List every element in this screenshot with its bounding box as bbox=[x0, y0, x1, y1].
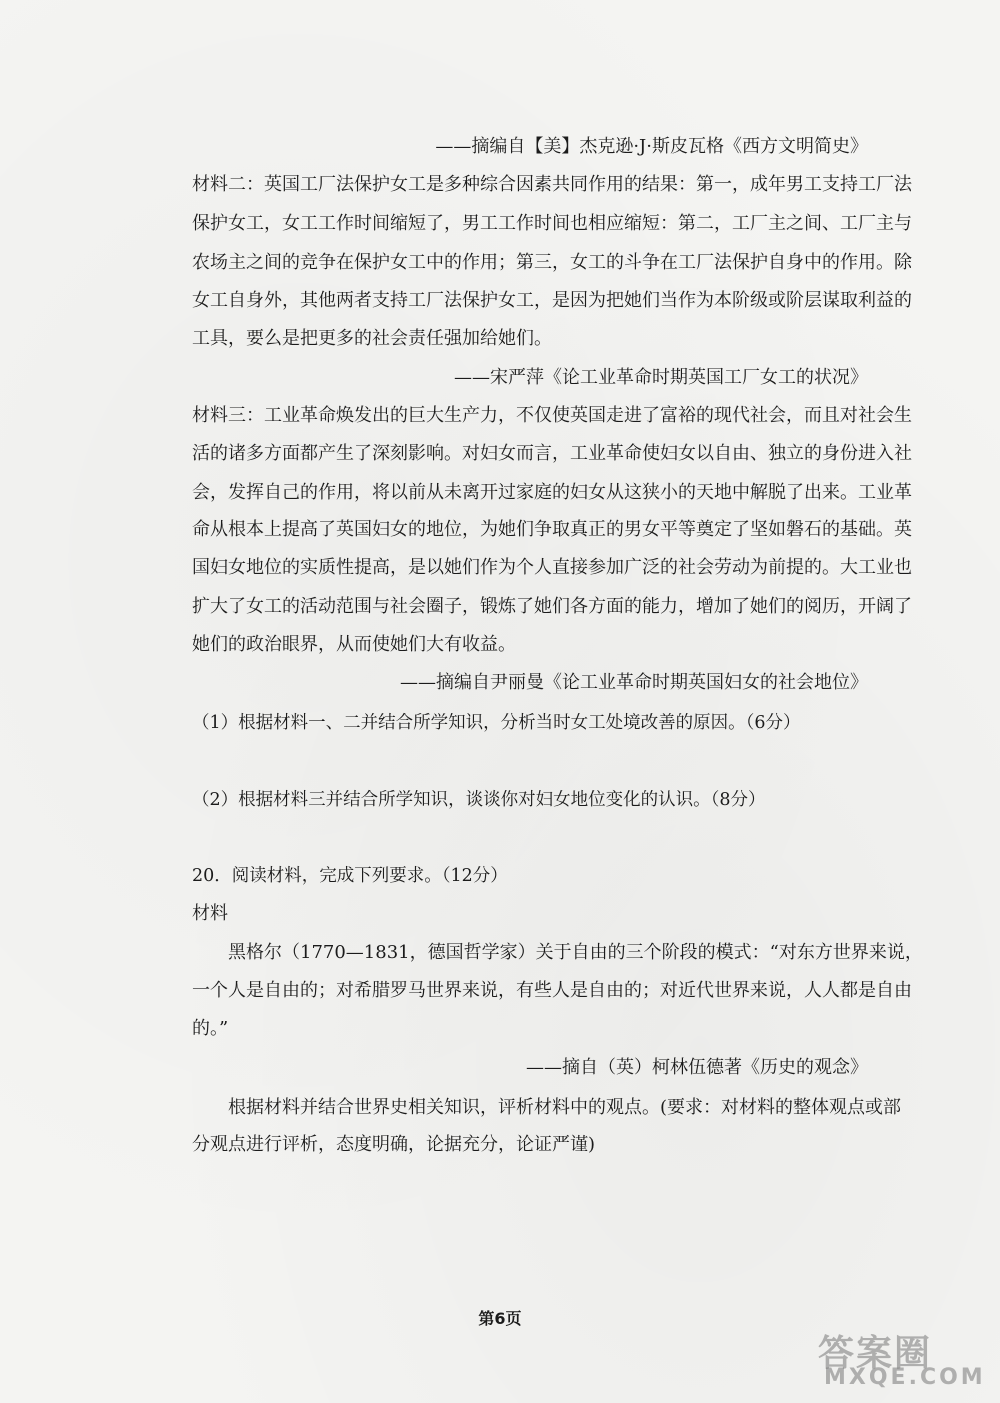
question-1: （1）根据材料一、二并结合所学知识，分析当时女工处境改善的原因。（6分） bbox=[192, 713, 801, 733]
question-20-title: 20．阅读材料，完成下列要求。（12分） bbox=[192, 866, 508, 886]
material3-line-7: 她们的政治眼界，从而使她们大有收益。 bbox=[192, 634, 516, 655]
source-citation-material3: ——摘编自尹丽曼《论工业革命时期英国妇女的社会地位》 bbox=[400, 672, 868, 693]
material2-line-1: 材料二：英国工厂法保护女工是多种综合因素共同作用的结果：第一，成年男工支持工厂法 bbox=[192, 174, 912, 195]
hegel-quote-line-1: 黑格尔（1770—1831，德国哲学家）关于自由的三个阶段的模式：“对东方世界来说， bbox=[228, 942, 923, 963]
hegel-quote-line-2: 一个人是自由的；对希腊罗马世界来说，有些人是自由的；对近代世界来说，人人都是自由 bbox=[192, 980, 912, 1001]
material3-line-4: 命从根本上提高了英国妇女的地位，为她们争取真正的男女平等奠定了坚如磐石的基础。英 bbox=[192, 519, 912, 540]
material3-line-5: 国妇女地位的实质性提高，是以她们作为个人直接参加广泛的社会劳动为前提的。大工业也 bbox=[192, 557, 912, 578]
material-label: 材料 bbox=[192, 903, 228, 924]
watermark-text: 答案圈 bbox=[818, 1333, 933, 1374]
material3-line-2: 活的诸多方面都产生了深刻影响。对妇女而言，工业革命使妇女以自由、独立的身份进入社 bbox=[192, 443, 912, 464]
watermark-logo bbox=[810, 1325, 990, 1395]
question-2: （2）根据材料三并结合所学知识，谈谈你对妇女地位变化的认识。（8分） bbox=[192, 790, 766, 810]
material2-line-4: 女工自身外，其他两者支持工厂法保护女工，是因为把她们当作为本阶级或阶层谋取利益的 bbox=[192, 290, 912, 311]
page-number: 第6页 bbox=[478, 1309, 522, 1328]
material2-line-5: 工具，要么是把更多的社会责任强加给她们。 bbox=[192, 328, 552, 349]
material3-line-1: 材料三：工业革命焕发出的巨大生产力，不仅使英国走进了富裕的现代社会，而且对社会生 bbox=[192, 405, 912, 426]
task-line-2: 分观点进行评析，态度明确，论据充分，论证严谨) bbox=[192, 1134, 596, 1155]
hegel-quote-line-3: 的。” bbox=[192, 1018, 229, 1039]
source-citation-material1: ——摘编自【美】杰克逊·J·斯皮瓦格《西方文明简史》 bbox=[435, 136, 868, 157]
source-citation-material2: ——宋严萍《论工业革命时期英国工厂女工的状况》 bbox=[454, 367, 868, 388]
source-citation-question20: ——摘自（英）柯林伍德著《历史的观念》 bbox=[526, 1057, 868, 1078]
task-line-1: 根据材料并结合世界史相关知识，评析材料中的观点。(要求：对材料的整体观点或部 bbox=[228, 1097, 902, 1118]
watermark-url: MXQE.COM bbox=[824, 1365, 986, 1390]
material2-line-2: 保护女工，女工工作时间缩短了，男工工作时间也相应缩短：第二，工厂主之间、工厂主与 bbox=[192, 213, 912, 234]
material3-line-6: 扩大了女工的活动范围与社会圈子，锻炼了她们各方面的能力，增加了她们的阅历，开阔了 bbox=[192, 596, 912, 617]
material3-line-3: 会，发挥自己的作用，将以前从未离开过家庭的妇女从这狭小的天地中解脱了出来。工业革 bbox=[192, 482, 912, 503]
material2-line-3: 农场主之间的竞争在保护女工中的作用；第三，女工的斗争在工厂法保护自身中的作用。除 bbox=[192, 252, 912, 273]
